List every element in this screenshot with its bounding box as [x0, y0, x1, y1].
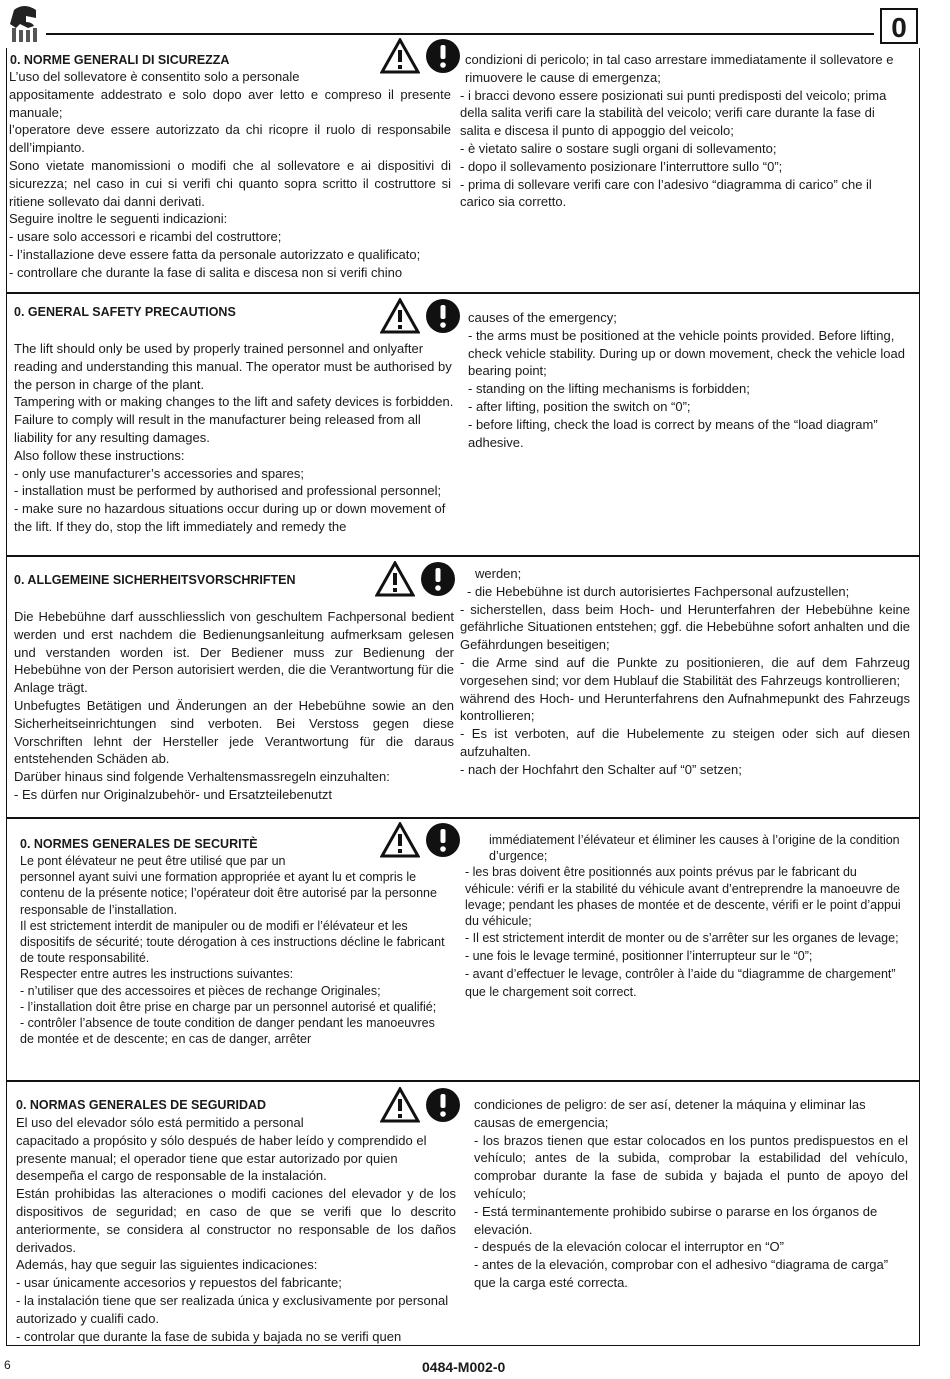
section-title-it: 0. NORME GENERALI DI SICUREZZA [10, 53, 230, 67]
safety-icons [375, 561, 455, 597]
company-logo-icon [6, 4, 42, 44]
header-rule [46, 33, 874, 35]
page-number: 6 [4, 1358, 11, 1372]
section-text-right: immédiatement l’élévateur et éliminer les causes à l’origine de la condition d’urgence; - les bras doivent être positionnés aux points prévus par le fabricant du véhicule: vérifi er la stabilité du véhicule avant d’entreprendre la manoeuvre de levage; pendant les phases de montée et de descente, vérifi er le point d’appui du véhicule; - Il est strictement interdit de monter ou de s’arrêter sur les organes de levage; - une fois le levage terminé, positionner l’interrupteur sur le “0”; - avant d’effectuer le levage, contrôler à l’aide du “diagramme de chargement” que le chargement soit correct. [465, 833, 901, 1000]
section-divider [6, 555, 920, 557]
section-text-right: condizioni di pericolo; in tal caso arrestare immediatamente il sollevatore e rimuovere le cause di emergenza; - i bracci devono essere posizionati sui punti predisposti del veicolo; prima della salita verifi care la stabilità del veicolo; verifi care durante la fase di salita e discesa il punto di appoggio del veicolo; - è vietato salire o sostare sugli organi di sollevamento; - dopo il sollevamento posizionare l’interruttore sullo “0”; - prima di sollevare verifi care con l’adesivo “diagramma di carico” che il carico sia corretto. [460, 52, 894, 210]
section-title-es: 0. NORMAS GENERALES DE SEGURIDAD [16, 1098, 267, 1112]
section-title-en: 0. GENERAL SAFETY PRECAUTIONS [14, 305, 236, 319]
exclamation-circle-icon [426, 299, 460, 333]
document-code: 0484-M002-0 [422, 1359, 506, 1375]
section-text-left: Le pont élévateur ne peut être utilisé que par un personnel ayant suivi une formation appropriée et ayant lu et compris le contenu de la présente notice; l’opérateur doit être autorisé par la personne responsable de l’installation. Il est strictement interdit de manipuler ou de modifi er l’élévateur et les dispositifs de sécurité; toute dérogation à ces instructions décline le fabricant de toute responsabilité. Respecter entre autres les instructions suivantes: - n’utiliser que des accessoires et pièces de rechange Originales; - l’installation doit être prise en charge par un personnel autorisé et qualifié; - contrôler l’absence de toute condition de danger pendant les manoeuvres de montée et de descente; en cas de danger, arrêter [20, 854, 445, 1047]
warning-triangle-icon [375, 561, 415, 597]
chapter-number: 0 [880, 8, 918, 44]
section-text-left: The lift should only be used by properly trained personnel and onlyafter reading and understanding this manual. The operator must be authorised by the person in charge of the plant. Tampering with or making changes to the lift and safety devices is forbidden. Failure to comply will result in the manufacturer being released from all liability for any resulting damages. Also follow these instructions: - only use manufacturer’s accessories and spares; - installation must be performed by authorised and professional personnel; - make sure no hazardous situations occur during up or down movement of the lift. If they do, stop the lift immediately and remedy the [14, 341, 454, 534]
exclamation-circle-icon [421, 562, 455, 596]
warning-triangle-icon [380, 298, 420, 334]
exclamation-circle-icon [426, 823, 460, 857]
section-divider [6, 1080, 920, 1082]
section-text-right: causes of the emergency; - the arms must be positioned at the vehicle points provided. Before lifting, check vehicle stability. During up or down movement, check the vehicle load bearing point; - standing on the lifting mechanisms is forbidden; - after lifting, position the switch on “0”; - before lifting, check the load is correct by means of the “load diagram” adhesive. [468, 310, 905, 450]
section-text-right: werden; - die Hebebühne ist durch autorisiertes Fachpersonal aufzustellen; - sicherstellen, dass beim Hoch- und Herunterfahren der Hebebühne keine gefährliche Situationen entstehen; ggf. die Hebebühne sofort anhalten und die Gefährdungen beseitigen; - die Arme sind auf die Punkte zu positionieren, die auf dem Fahrzeug vorgesehen sind; vor dem Hublauf die Stabilität des Fahrzeugs kontrollieren; während des Hoch- und Herunterfahrens den Aufnahmepunkt des Fahrzeugs kontrollieren; - Es ist verboten, auf die Hubelemente zu steigen oder sich auf diesen aufzuhalten. - nach der Hochfahrt den Schalter auf “0” setzen; [460, 566, 910, 777]
safety-icons [380, 298, 460, 334]
section-divider [6, 817, 920, 819]
section-title-de: 0. ALLGEMEINE SICHERHEITSVORSCHRIFTEN [14, 573, 296, 587]
section-title-fr: 0. NORMES GENERALES DE SECURITÈ [20, 837, 258, 851]
section-divider [6, 292, 920, 294]
section-text-left: Die Hebebühne darf ausschliesslich von geschultem Fachpersonal bedient werden und erst nachdem die Bedienungsanleitung aufmerksam gelesen und verstanden worden ist. Der Bediener muss zur Bedienung der Hebebühne von der Person autorisiert werden, die die Verantwortung für die Anlage trägt. Unbefugtes Betätigen und Änderungen an der Hebebühne sowie an den Sicherheitseinrichtungen sind verboten. Bei Verstoss gegen diese Vorschriften lehnt der Hersteller jede Verantwortung für die daraus entstehenden Schäden ab. Darüber hinaus sind folgende Verhaltensmassregeln einzuhalten: - Es dürfen nur Originalzubehör- und Ersatzteilebenutzt [14, 609, 454, 802]
section-text-left: El uso del elevador sólo está permitido a personal capacitado a propósito y sólo después de haber leído y comprendido el presente manual; el operador tiene que estar autorizado por quien desempeña el cargo de responsable de la instalación. Están prohibidas las alteraciones o modifi caciones del elevador y de los dispositivos de seguridad; en caso de que se verifi que lo descrito anteriormente, se considera al constructor no responsable de los daños derivados. Además, hay que seguir las siguientes indicaciones: - usar únicamente accesorios y repuestos del fabricante; - la instalación tiene que ser realizada única y exclusivamente por personal autorizado y cualifi cado. - controlar que durante la fase de subida y bajada no se verifi quen [16, 1115, 456, 1344]
section-text-left: L’uso del sollevatore è consentito solo a personale appositamente addestrato e solo dopo aver letto e compreso il presente manuale; l’operatore deve essere autorizzato da chi ricopre il ruolo di responsabile dell’impianto. Sono vietate manomissioni o modifi che al sollevatore e ai dispositivi di sicurezza; nel caso in cui si verifi chi quanto sopra scritto il costruttore si ritiene sollevato dai danni derivati. Seguire inoltre le seguenti indicazioni: - usare solo accessori e ricambi del costruttore; - l’installazione deve essere fatta da personale autorizzato e qualificato; - controllare che durante la fase di salita e discesa non si verifi chino [9, 69, 451, 280]
section-text-right: condiciones de peligro: de ser así, detener la máquina y eliminar las causas de emergencia; - los brazos tienen que estar colocados en los puntos predispuestos en el vehículo; antes de la subida, comprobar la estabilidad del vehículo, comprobar durante la fase de subida y bajada el punto de apoyo del vehículo; - Está terminantemente prohibido subirse o pararse en los órganos de elevación. - después de la elevación colocar el interruptor en “O” - antes de la elevación, comprobar con el adhesivo “diagrama de carga” que la carga esté correcta. [474, 1097, 908, 1290]
